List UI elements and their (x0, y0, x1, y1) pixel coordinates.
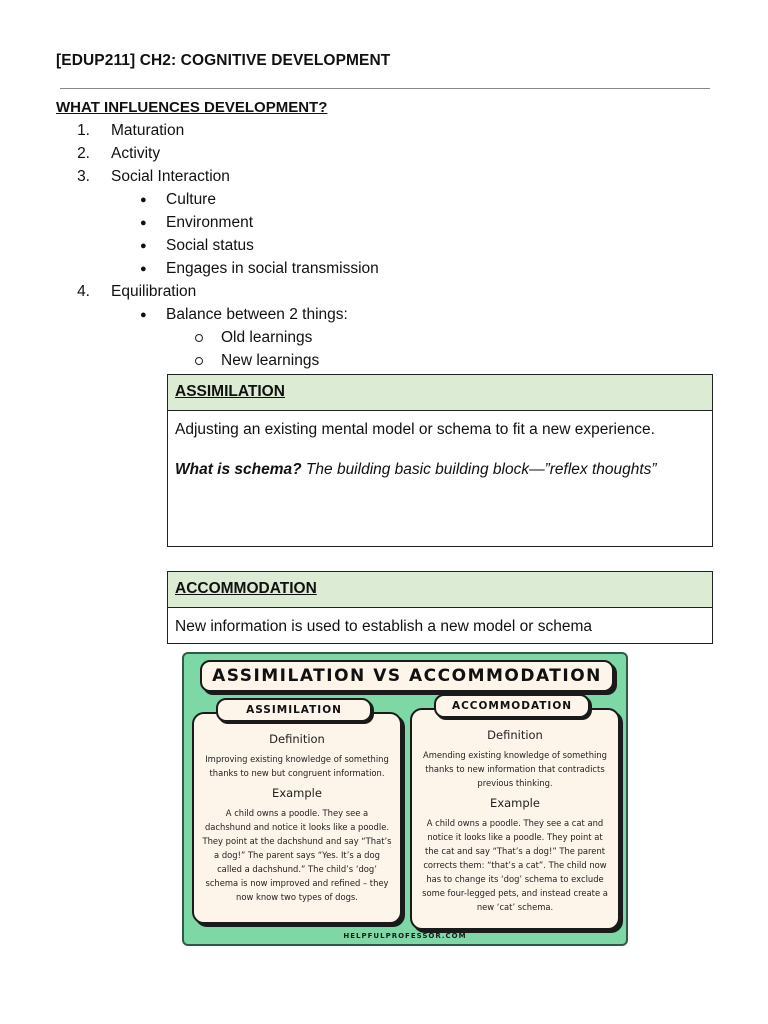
definition-text: Amending existing knowledge of something thanks to new information that contradicts previous thinking. (423, 750, 607, 788)
accommodation-tab: ACCOMMODATION (434, 694, 590, 718)
assimilation-table (167, 374, 713, 547)
accommodation-definition: New information is used to establish a new model or schema (175, 618, 592, 635)
definition-text: Improving existing knowledge of something thanks to new but congruent information. (205, 754, 389, 778)
bullet-icon: ● (140, 194, 147, 206)
example-label: Example (272, 786, 322, 800)
schema-note: What is schema? The building basic building block—”reflex thoughts” (175, 461, 657, 478)
assimilation-heading: ASSIMILATION (168, 375, 712, 411)
example-text: A child owns a poodle. They see a cat and notice it looks like a poodle. They point at the cat and say “That’s a dog!” The parent corrects them: “that’s a cat”. The child now has to change its ‘dog’ schema to exclude some four-legged pets, and instead create a new ‘cat’ schema. (422, 818, 608, 912)
assimilation-definition: Adjusting an existing mental model or schema to fit a new experience. (175, 421, 655, 438)
hollow-bullet-icon (195, 334, 203, 342)
hollow-bullet-icon (195, 357, 203, 365)
bullet-icon: ● (140, 309, 147, 321)
accommodation-heading: ACCOMMODATION (168, 572, 712, 608)
assimilation-panel (192, 704, 402, 924)
document-title: [EDUP211] CH2: COGNITIVE DEVELOPMENT (56, 52, 391, 69)
infographic-title: ASSIMILATION VS ACCOMMODATION (200, 660, 614, 692)
horizontal-divider (60, 88, 710, 89)
definition-label: Definition (269, 732, 325, 746)
accommodation-panel (410, 700, 620, 930)
accommodation-table (167, 571, 713, 644)
bullet-icon: ● (140, 263, 147, 275)
assimilation-tab: ASSIMILATION (216, 698, 372, 722)
example-text: A child owns a poodle. They see a dachshund and notice it looks like a poodle. They point at the dachshund and say “That’s a dog!” The parent says “Yes. It’s a dog called a dachshund.” The child’s ‘dog’ schema is now improved and refined – they now know two types of dogs. (202, 808, 392, 902)
definition-label: Definition (487, 728, 543, 742)
source-credit: HELPFULPROFESSOR.COM (343, 932, 467, 940)
bullet-icon: ● (140, 217, 147, 229)
section-heading: WHAT INFLUENCES DEVELOPMENT? (56, 99, 328, 116)
comparison-infographic (182, 652, 628, 946)
bullet-icon: ● (140, 240, 147, 252)
example-label: Example (490, 796, 540, 810)
